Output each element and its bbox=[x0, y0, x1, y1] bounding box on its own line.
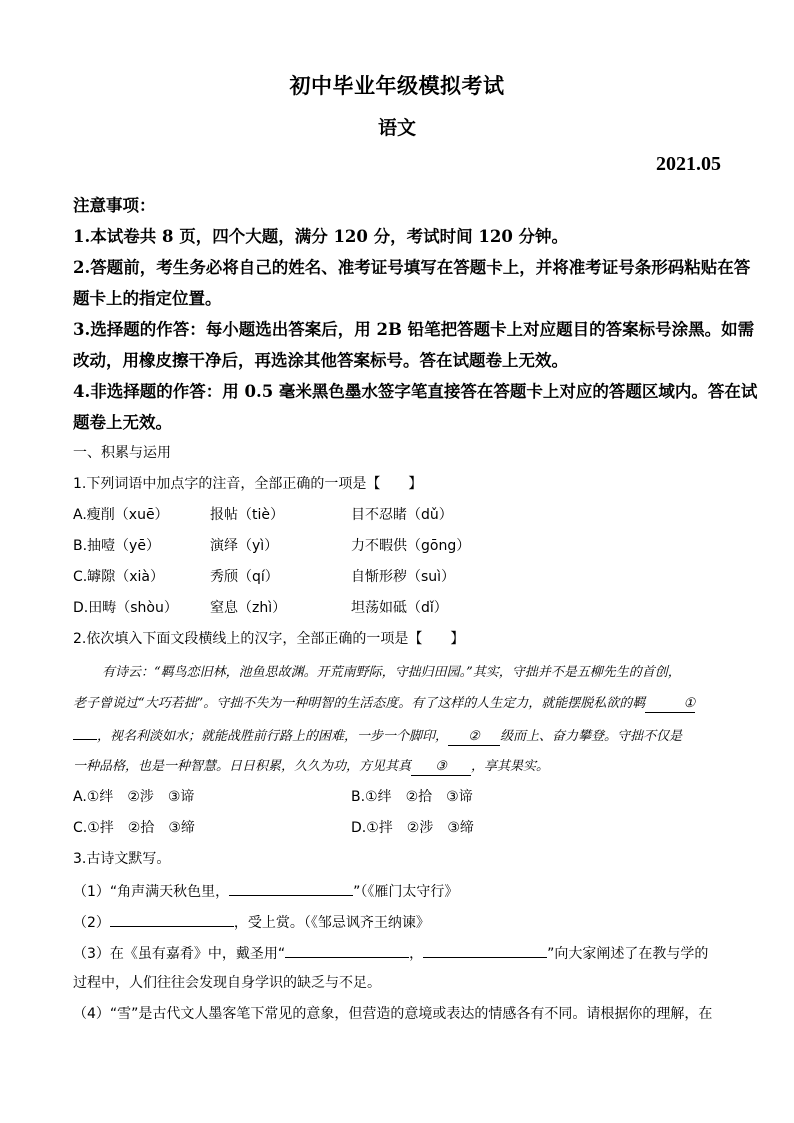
q1-option-a-col3: 目不忍睹（dǔ） bbox=[351, 507, 453, 523]
notice-heading: 注意事项： bbox=[73, 196, 156, 215]
blank-1-tail bbox=[73, 723, 97, 740]
q2-option-b: B.①绊 ②拾 ③谛 bbox=[351, 789, 473, 805]
blank-3: ③ bbox=[411, 759, 471, 776]
q1-option-b-col2: 演绎（yì） bbox=[210, 538, 279, 554]
question-2-stem: 2.依次填入下面文段横线上的汉字，全部正确的一项是【 】 bbox=[73, 631, 465, 647]
q3-sub-3-text: ， bbox=[409, 946, 424, 962]
passage-text: ，视名利淡如水；就能战胜前行路上的困难，一步一个脚印， bbox=[97, 729, 449, 744]
passage-text: 一种品格，也是一种智慧。日日积累，久久为功，方见其真 bbox=[73, 759, 412, 774]
q3-sub-1-text: ”（《雁门太守行》 bbox=[353, 884, 459, 900]
q2-option-d: D.①拌 ②涉 ③缔 bbox=[351, 820, 474, 836]
blank-2: ② bbox=[448, 729, 500, 746]
q2-option-c: C.①拌 ②拾 ③缔 bbox=[73, 820, 195, 836]
notice-item: 2.答题前，考生务必将自己的姓名、准考证号填写在答题卡上，并将准考证号条形码粘贴在答 bbox=[73, 258, 751, 277]
passage-text: 级而上、奋力攀登。守拙不仅是 bbox=[500, 729, 683, 744]
notice-item: 题卡上的指定位置。 bbox=[73, 289, 222, 308]
answer-blank bbox=[423, 941, 547, 958]
q3-sub-1 bbox=[73, 879, 458, 901]
q1-option-c-col3: 自惭形秽（suì） bbox=[351, 569, 456, 585]
notice-item: 改动，用橡皮擦干净后，再选涂其他答案标号。答在试题卷上无效。 bbox=[73, 351, 568, 370]
q3-sub-2-text: ，受上赏。（《邹忌讽齐王纳谏》 bbox=[233, 915, 430, 931]
q1-option-d-col3: 坦荡如砥（dǐ） bbox=[351, 600, 448, 616]
passage-line bbox=[73, 755, 549, 776]
blank-1: ① bbox=[645, 696, 695, 713]
q2-option-a: A.①绊 ②涉 ③谛 bbox=[73, 789, 195, 805]
q3-sub-3-text: （3）在《虽有嘉肴》中，戴圣用“ bbox=[73, 946, 286, 962]
notice-item: 1.本试卷共 8 页，四个大题，满分 120 分，考试时间 120 分钟。 bbox=[73, 227, 569, 246]
q1-option-a-col2: 报帖（tiè） bbox=[210, 507, 284, 523]
answer-blank bbox=[285, 941, 409, 958]
q3-sub-3-text: ”向大家阐述了在教与学的 bbox=[547, 946, 709, 962]
page-title: 初中毕业年级模拟考试 bbox=[289, 73, 505, 98]
passage-line bbox=[73, 692, 695, 713]
passage-line bbox=[73, 723, 682, 746]
q3-sub-2 bbox=[73, 910, 430, 932]
subject-title: 语文 bbox=[377, 117, 416, 139]
q1-option-c-col1: C.罅隙（xià） bbox=[73, 569, 164, 585]
notice-item: 题卷上无效。 bbox=[73, 413, 172, 432]
q1-option-a-col1: A.瘦削（xuē） bbox=[73, 507, 169, 523]
question-1-stem: 1.下列词语中加点字的注音，全部正确的一项是【 】 bbox=[73, 476, 423, 492]
q3-sub-1-text: （1）“角声满天秋色里， bbox=[73, 884, 230, 900]
q1-option-b-col3: 力不暇供（gōng） bbox=[351, 538, 471, 554]
q1-option-d-col1: D.田畴（shòu） bbox=[73, 600, 178, 616]
q1-option-d-col2: 窒息（zhì） bbox=[210, 600, 287, 616]
notice-item: 4.非选择题的作答：用 0.5 毫米黑色墨水签字笔直接答在答题卡上对应的答题区域内。答在试 bbox=[73, 382, 758, 401]
exam-date: 2021.05 bbox=[656, 153, 721, 175]
q1-option-b-col1: B.抽噎（yē） bbox=[73, 538, 160, 554]
question-3-stem: 3.古诗文默写。 bbox=[73, 851, 171, 867]
q1-option-c-col2: 秀颀（qí） bbox=[210, 569, 279, 585]
answer-blank bbox=[110, 910, 234, 927]
passage-line: 有诗云：“羁鸟恋旧林，池鱼思故渊。开荒南野际，守拙归田园。”其实，守拙并不是五柳先生的首创， bbox=[102, 665, 681, 680]
notice-item: 3.选择题的作答：每小题选出答案后，用 2B 铅笔把答题卡上对应题目的答案标号涂黑。如需 bbox=[73, 320, 755, 339]
section-heading: 一、积累与运用 bbox=[73, 445, 171, 461]
passage-text: ，享其果实。 bbox=[471, 759, 550, 774]
passage-text: 老子曾说过“大巧若拙”。守拙不失为一种明智的生活态度。有了这样的人生定力，就能摆脱私欲的羁 bbox=[73, 696, 646, 711]
q3-sub-3 bbox=[73, 941, 708, 963]
q3-sub-3-cont: 过程中，人们往往会发现自身学识的缺乏与不足。 bbox=[73, 975, 381, 991]
q3-sub-2-text: （2） bbox=[73, 915, 110, 931]
q3-sub-4: （4）“雪”是古代文人墨客笔下常见的意象，但营造的意境或表达的情感各有不同。请根据你的理解，在 bbox=[73, 1006, 713, 1022]
answer-blank bbox=[229, 879, 353, 896]
